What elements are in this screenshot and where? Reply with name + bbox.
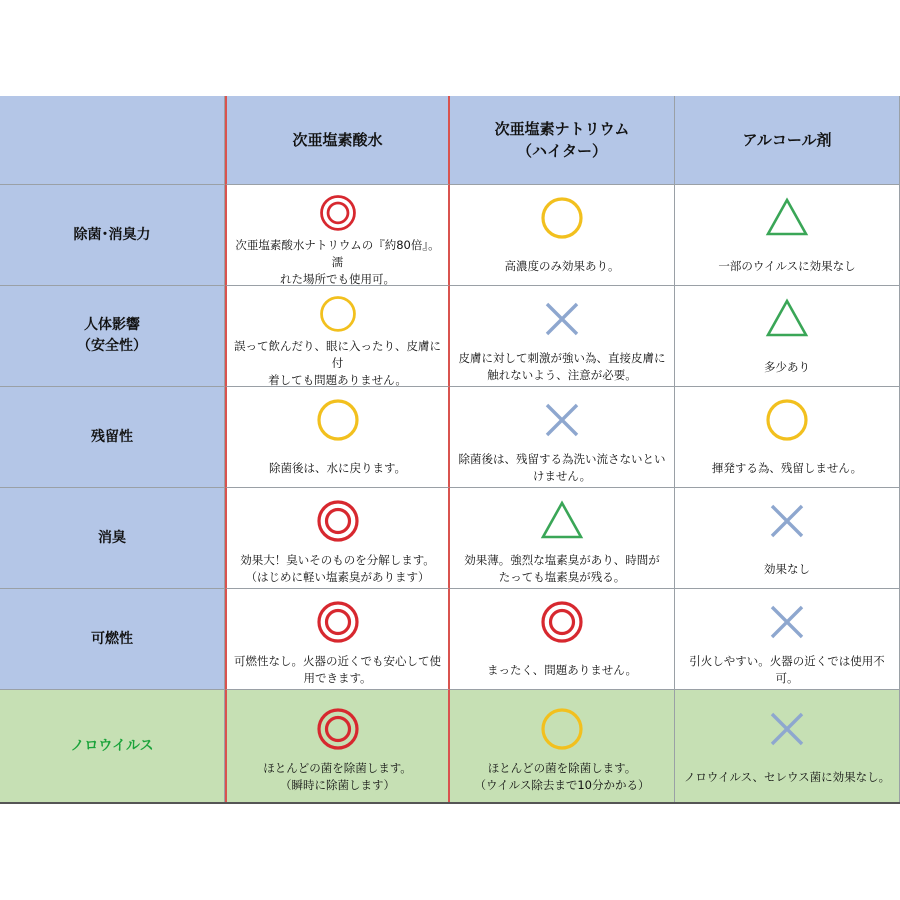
row-label-residue [0, 387, 225, 488]
table-cell [450, 387, 675, 488]
double-circle-icon [315, 498, 361, 544]
table-cell [675, 387, 900, 488]
cross-icon [764, 498, 810, 544]
table-cell [225, 690, 450, 803]
table-cell [675, 286, 900, 387]
cell-description: ほとんどの菌を除菌します。 （瞬時に除菌します） [263, 761, 412, 792]
table-cell [225, 286, 450, 387]
cross-icon [764, 706, 810, 752]
circle-icon [764, 397, 810, 443]
cell-description: ほとんどの菌を除菌します。 （ウイルス除去まで10分かかる） [474, 761, 650, 792]
table-cell [450, 185, 675, 286]
table-cell [675, 690, 900, 803]
circle-icon [315, 294, 361, 334]
cell-description: 可燃性なし。火器の近くでも安心して使 用できます。 [234, 654, 441, 685]
cell-description: 高濃度のみ効果あり。 [504, 258, 620, 273]
cell-description: 除菌後は、水に戻ります。 [268, 460, 407, 475]
table-cell [450, 488, 675, 589]
cell-description: 効果なし [764, 561, 810, 576]
cross-icon [539, 296, 585, 342]
row-label-flammability [0, 589, 225, 690]
cell-description: 誤って飲んだり、眼に入ったり、皮膚に付 着しても問題ありません。 [234, 339, 441, 388]
cell-description: 除菌後は、残留する為洗い流さないとい けません。 [458, 452, 666, 483]
cell-description: 多少あり [764, 359, 810, 374]
row-label-subtext: （安全性） [77, 338, 147, 354]
row-label-text: 可燃性 [91, 630, 133, 647]
double-circle-icon [315, 706, 361, 752]
table-cell [675, 488, 900, 589]
row-label-text: 除菌･消臭力 [73, 226, 151, 243]
row-label-human-safety [0, 286, 225, 387]
table-cell [675, 185, 900, 286]
table-cell [225, 488, 450, 589]
cell-description: 効果大！臭いそのものを分解します。 （はじめに軽い塩素臭があります） [240, 553, 435, 584]
cell-description: ノロウイルス、セレウス菌に効果なし。 [683, 769, 891, 784]
table-cell [450, 286, 675, 387]
double-circle-icon [539, 599, 585, 645]
row-label-sterilization [0, 185, 225, 286]
double-circle-icon [315, 193, 361, 233]
row-label-text: 人体影響 [84, 317, 140, 333]
header-label: 次亜塩素酸水 [292, 131, 383, 149]
cell-description: 皮膚に対して刺激が強い為、直接皮膚に 触れないよう、注意が必要。 [458, 351, 666, 382]
cell-description: 揮発する為、残留しません。 [711, 460, 863, 475]
cross-icon [764, 599, 810, 645]
table-cell [450, 690, 675, 803]
row-label-text: ノロウイルス [70, 737, 154, 754]
circle-icon [539, 195, 585, 241]
cross-icon [539, 397, 585, 443]
cell-description: まったく、問題ありません。 [487, 662, 637, 677]
header-sublabel: （ハイター） [516, 142, 607, 160]
triangle-icon [764, 296, 810, 342]
row-label-text: 残留性 [91, 428, 133, 445]
double-circle-icon [315, 599, 361, 645]
header-hypochlorous-water [225, 96, 450, 185]
table-cell [450, 589, 675, 690]
table-cell [225, 387, 450, 488]
header-label: アルコール剤 [742, 131, 832, 149]
circle-icon [539, 706, 585, 752]
circle-icon [315, 397, 361, 443]
row-label-text: 消臭 [98, 529, 126, 546]
row-label-deodorizing [0, 488, 225, 589]
cell-description: 引火しやすい。火器の近くでは使用不 可。 [689, 654, 885, 685]
header-label: 次亜塩素ナトリウム [494, 120, 630, 138]
header-corner [0, 96, 225, 185]
header-sodium-hypochlorite [450, 96, 675, 185]
table-cell [675, 589, 900, 690]
triangle-icon [764, 195, 810, 241]
cell-description: 効果薄。強烈な塩素臭があり、時間が たっても塩素臭が残る。 [464, 553, 660, 584]
row-label-norovirus [0, 690, 225, 803]
table-bottom-border [0, 802, 900, 804]
comparison-table [0, 96, 900, 803]
cell-description: 一部のウイルスに効果なし [718, 258, 856, 273]
triangle-icon [539, 498, 585, 544]
table-cell [225, 185, 450, 286]
table-cell [225, 589, 450, 690]
header-alcohol [675, 96, 900, 185]
cell-description: 次亜塩素酸水ナトリウムの『約80倍』。濡 れた場所でも使用可。 [235, 238, 440, 287]
